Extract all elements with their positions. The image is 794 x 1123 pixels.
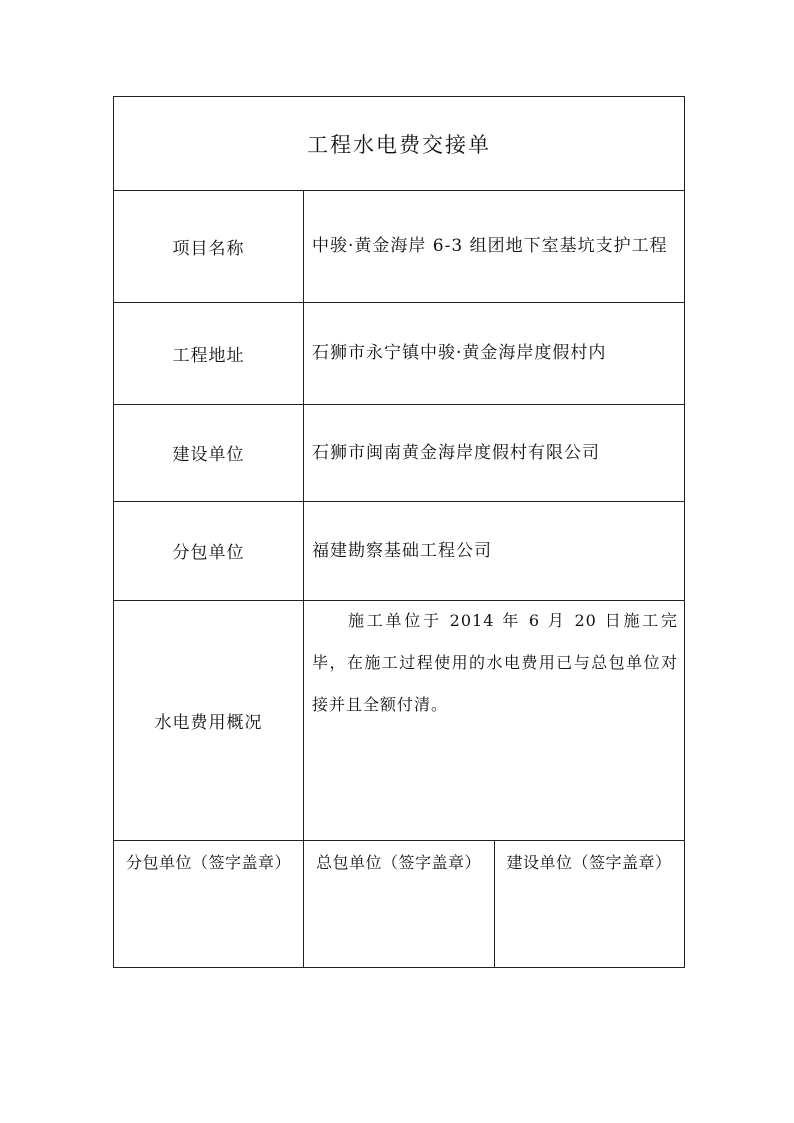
general-contractor-signature: 总包单位（签字盖章） [315, 853, 481, 872]
developer-signature: 建设单位（签字盖章） [506, 853, 672, 872]
project-name-label: 项目名称 [172, 238, 245, 259]
project-name-value: 中骏·黄金海岸 6-3 组团地下室基坑支护工程 [312, 236, 668, 256]
construction-unit-label: 建设单位 [172, 445, 245, 465]
project-address-label: 工程地址 [172, 345, 245, 366]
water-electricity-handover-form [113, 96, 685, 968]
form-title: 工程水电费交接单 [307, 132, 491, 157]
utility-summary-label: 水电费用概况 [154, 712, 263, 733]
project-address-value: 石狮市永宁镇中骏·黄金海岸度假村内 [312, 343, 607, 363]
utility-summary-text: 施工单位于 2014 年 6 月 20 日施工完毕，在施工过程使用的水电费用已与总包单位对接并且全额付清。 [312, 611, 678, 714]
construction-unit-value: 石狮市闽南黄金海岸度假村有限公司 [312, 442, 600, 463]
subcontractor-label: 分包单位 [172, 543, 245, 563]
subcontractor-signature: 分包单位（签字盖章） [125, 853, 291, 872]
subcontractor-value: 福建勘察基础工程公司 [312, 540, 492, 561]
